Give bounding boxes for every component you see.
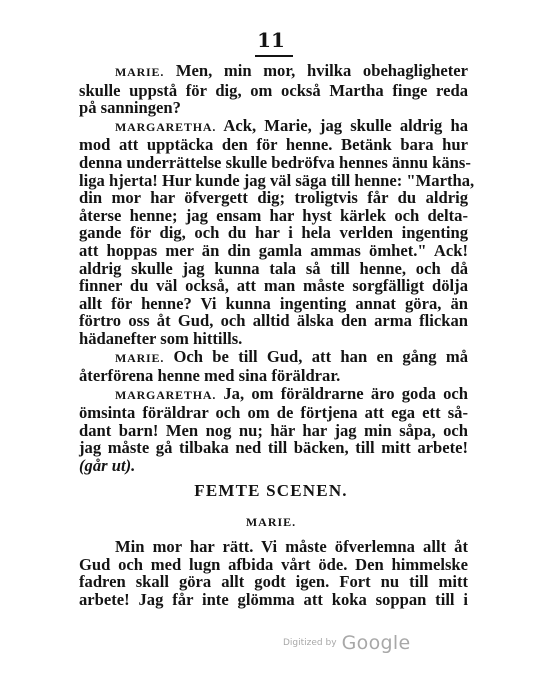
text-line: din mor har öfvergett dig; troligtvis får du aldrig bbox=[79, 188, 468, 208]
stage-direction: (går ut). bbox=[79, 456, 136, 476]
text-line: MARGARETHA. Ack, Marie, jag skulle aldrig ha bbox=[115, 115, 468, 135]
text-line: fadren skall göra allt godt igen. Fort nu till mitt bbox=[79, 572, 468, 592]
text-line: gande för dig, och du har i hela verlden ingenting bbox=[79, 223, 468, 243]
speech-margaretha-1 bbox=[79, 115, 475, 348]
speech-marie-2 bbox=[79, 348, 468, 385]
watermark-prefix: Digitized by bbox=[283, 638, 337, 648]
text-line: aldrig skulle jag kunna tala så till henne, och då bbox=[79, 258, 468, 278]
text-line: mod att upptäcka den för henne. Betänk bara hur bbox=[79, 135, 468, 155]
text-line: att hoppas mer än din gamla ammas ömhet." Ack! bbox=[79, 240, 468, 260]
text-line: jag måste gå tilbaka ned till bäcken, till mitt arbete! bbox=[79, 438, 468, 458]
text-line: MARIE. Men, min mor, hvilka obehagligheter bbox=[115, 61, 468, 80]
digitized-watermark bbox=[283, 632, 410, 654]
text-line: ömsinta föräldrar och om de förtjena att ega ett så- bbox=[79, 403, 468, 423]
text-line: på sanningen? bbox=[79, 98, 181, 118]
text-line: förtro oss åt Gud, och alltid älska den arma flickan bbox=[79, 311, 468, 331]
text-line: återförena henne med sina föräldrar. bbox=[79, 366, 341, 386]
speech-margaretha-2 bbox=[79, 385, 468, 475]
header-rule bbox=[255, 55, 293, 57]
text-line: allt för henne? Vi kunna ingenting annat göra, än bbox=[79, 293, 468, 313]
speaker-name: MARGARETHA. bbox=[115, 119, 217, 134]
dialogue-block bbox=[79, 61, 475, 476]
text-line: Min mor har rätt. Vi måste öfverlemna allt åt bbox=[115, 537, 468, 556]
text-line: återse henne; jag ensam har hyst kärlek och delta- bbox=[79, 205, 468, 225]
text-line: dant barn! Men nog nu; här har jag min såpa, och bbox=[79, 420, 468, 440]
text-line: MARIE. Och be till Gud, att han en gång må bbox=[115, 346, 468, 366]
text-line: liga hjerta! Hur kunde jag väl säga till henne: "Martha, bbox=[79, 170, 475, 190]
speaker-name: MARGARETHA. bbox=[115, 387, 217, 402]
text-line: finner du väl också, att man måste sorgfälligt dölja bbox=[79, 276, 468, 296]
text-line: denna underrättelse skulle bedröfva hennes ännu käns- bbox=[79, 152, 471, 172]
google-logo: Google bbox=[341, 632, 411, 654]
speech-marie-1 bbox=[79, 62, 468, 117]
text-line: hädanefter som hittills. bbox=[79, 328, 243, 348]
speaker-name: MARIE. bbox=[115, 350, 165, 365]
speaker-name: MARIE. bbox=[115, 65, 165, 79]
text-line: skulle uppstå för dig, om också Martha finge reda bbox=[79, 80, 468, 100]
text-line: arbete! Jag får inte glömma att koka soppan till i bbox=[79, 589, 468, 609]
scene-heading: FEMTE SCENEN. bbox=[194, 481, 348, 500]
scene-monologue bbox=[79, 538, 468, 608]
text-line: Gud och med lugn afbida vårt öde. Den himmelske bbox=[79, 554, 468, 574]
page-number: 11 bbox=[257, 28, 285, 52]
text-line: MARGARETHA. Ja, om föräldrarne äro goda och bbox=[115, 383, 468, 403]
scene-speaker-name: MARIE. bbox=[245, 515, 297, 529]
